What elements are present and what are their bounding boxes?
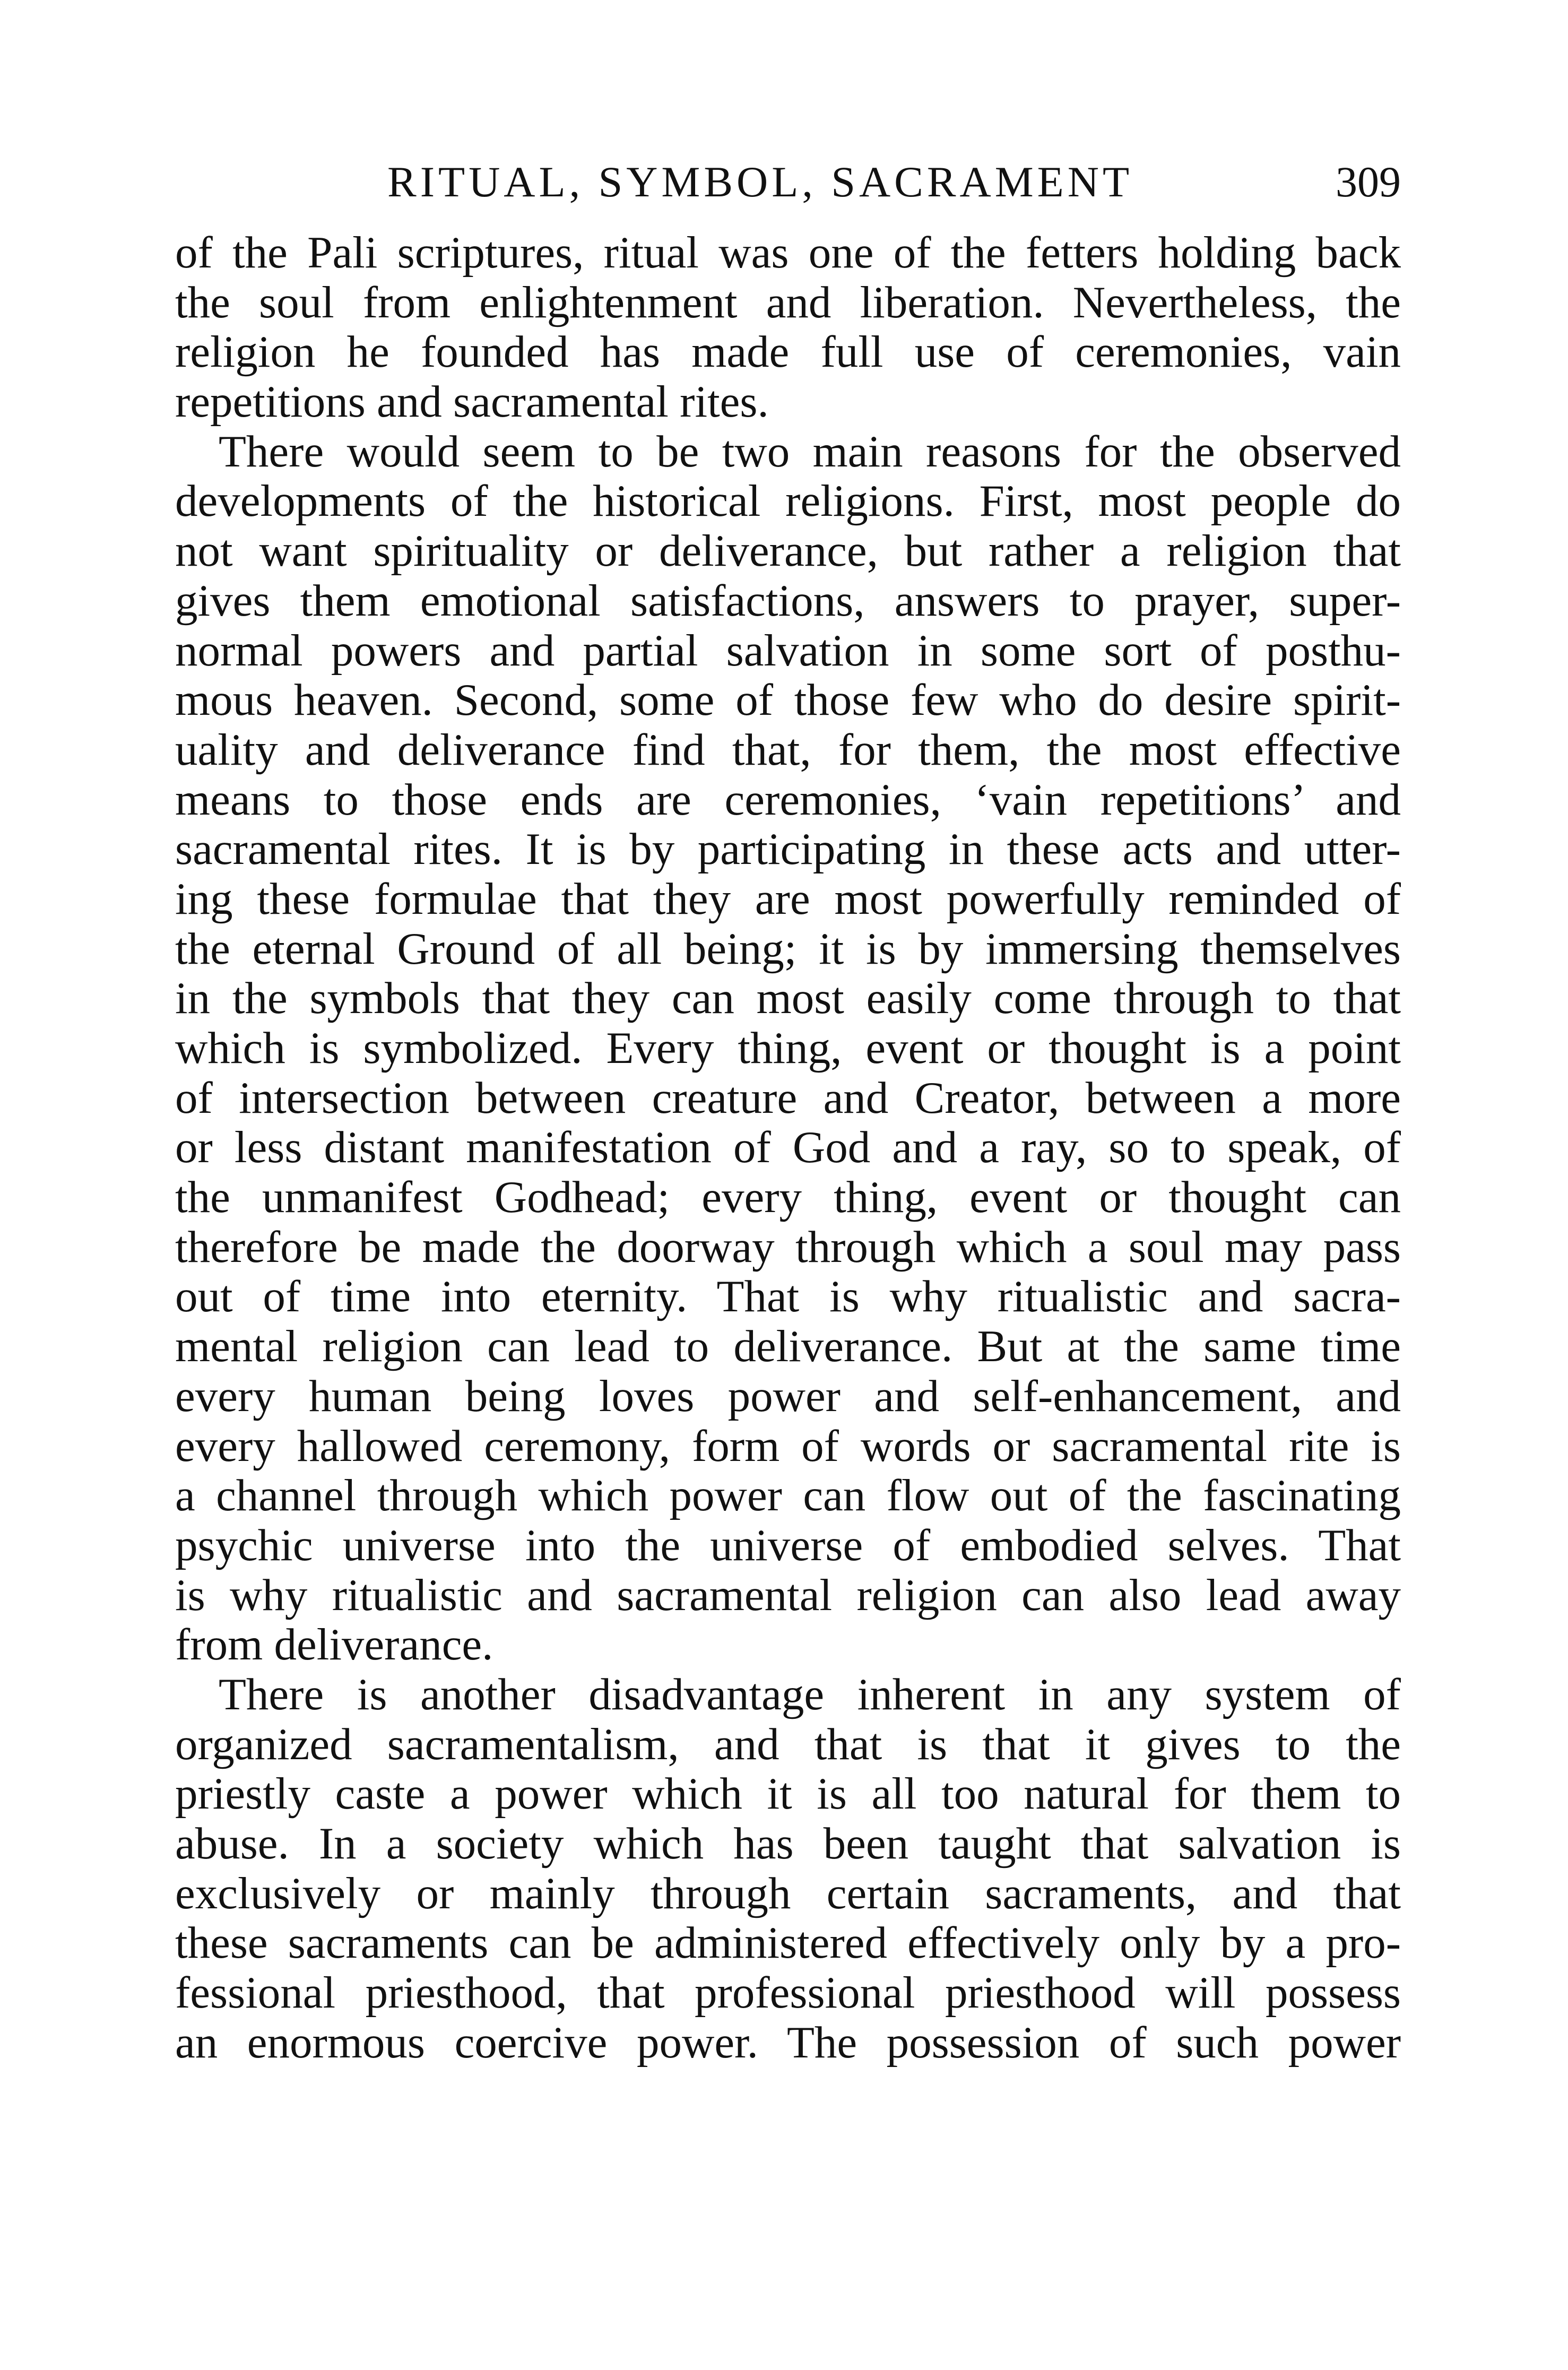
text-line: not want spirituality or deliverance, but rather a religion that [175,526,1401,576]
running-head [175,153,1401,211]
text-line: in the symbols that they can most easily come through to that [175,974,1401,1024]
text-line: of the Pali scriptures, ritual was one of the fetters holding back [175,228,1401,278]
text-line: an enormous coercive power. The possession of such power [175,2018,1401,2068]
text-line: religion he founded has made full use of ceremonies, vain [175,327,1401,377]
text-line: is why ritualistic and sacramental religion can also lead away [175,1570,1401,1620]
text-line: repetitions and sacramental rites. [175,377,769,427]
text-line: There would seem to be two main reasons for the observed [219,427,1401,477]
text-line: every human being loves power and self-enhancement, and [175,1371,1401,1421]
text-line: from deliverance. [175,1620,493,1670]
text-line: priestly caste a power which it is all too natural for them to [175,1769,1401,1819]
text-line: mous heaven. Second, some of those few who do desire spirit- [175,676,1401,725]
text-line: developments of the historical religions. First, most people do [175,477,1401,526]
text-line: ing these formulae that they are most powerfully reminded of [175,874,1401,924]
text-line: fessional priesthood, that professional priesthood will possess [175,1968,1401,2018]
text-line: the eternal Ground of all being; it is by immersing themselves [175,924,1401,974]
text-line: There is another disadvantage inherent in any system of [219,1670,1401,1719]
text-line: the unmanifest Godhead; every thing, event or thought can [175,1173,1401,1223]
text-line: abuse. In a society which has been taught that salvation is [175,1819,1401,1869]
text-line: mental religion can lead to deliverance. But at the same time [175,1322,1401,1372]
text-line: a channel through which power can flow out of the fascinating [175,1471,1401,1521]
text-line: these sacraments can be administered effectively only by a pro- [175,1918,1401,1968]
text-line: means to those ends are ceremonies, ‘vain repetitions’ and [175,775,1401,825]
text-line: therefore be made the doorway through which a soul may pass [175,1222,1401,1272]
body-text [175,228,1401,2068]
text-line: or less distant manifestation of God and a ray, so to speak, of [175,1123,1401,1173]
text-line: psychic universe into the universe of embodied selves. That [175,1520,1401,1570]
text-line: of intersection between creature and Creator, between a more [175,1073,1401,1123]
running-title: RITUAL, SYMBOL, SACRAMENT [387,158,1133,206]
text-line: exclusively or mainly through certain sacraments, and that [175,1869,1401,1918]
text-line: out of time into eternity. That is why ritualistic and sacra- [175,1272,1401,1322]
text-line: organized sacramentalism, and that is that it gives to the [175,1719,1401,1769]
text-line: every hallowed ceremony, form of words or sacramental rite is [175,1421,1401,1471]
text-line: normal powers and partial salvation in some sort of posthu- [175,626,1401,676]
text-line: uality and deliverance find that, for them, the most effective [175,725,1401,775]
page-number: 309 [1336,158,1401,206]
text-line: which is symbolized. Every thing, event or thought is a point [175,1024,1401,1073]
text-line: sacramental rites. It is by participating in these acts and utter- [175,825,1401,875]
text-line: gives them emotional satisfactions, answers to prayer, super- [175,576,1401,626]
text-line: the soul from enlightenment and liberation. Nevertheless, the [175,278,1401,327]
